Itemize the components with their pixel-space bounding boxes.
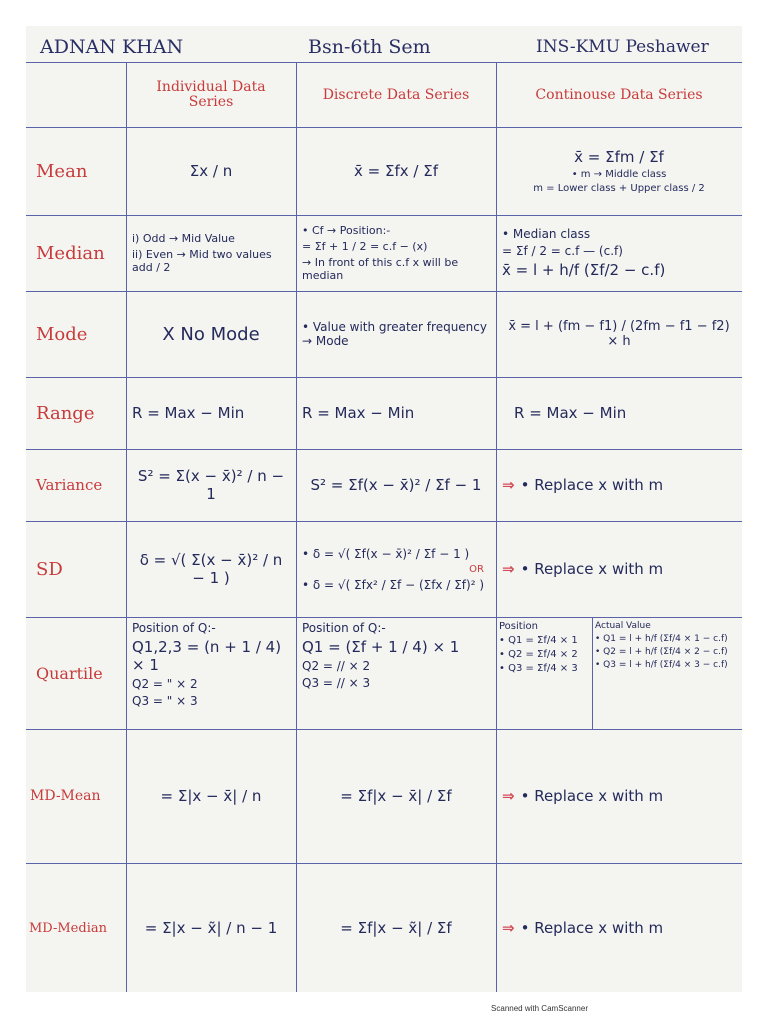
formula-cell: [296, 521, 496, 617]
row-label-mode: Mode: [36, 323, 88, 345]
formula-line: x̄ = Σfm / Σf: [574, 148, 664, 166]
formula-cell: [296, 215, 496, 291]
row-label-md-median: MD-Median: [29, 920, 107, 936]
notes-sheet: [26, 26, 742, 992]
formula-cell: [496, 449, 742, 521]
table-row-md-median: [26, 863, 742, 992]
formula-line: • Replace x with m: [520, 476, 664, 494]
formula-line: x̄ = l + h/f (Σf/2 − c.f): [502, 261, 666, 279]
table-row-quartile: [26, 617, 742, 730]
formula-line: • Median class: [502, 227, 591, 241]
formula-line: • Replace x with m: [520, 787, 664, 805]
formula-cell: • Value with greater frequency → Mode: [302, 320, 487, 348]
formula-cell: X No Mode: [162, 323, 260, 345]
formula-line: Q2 = // × 2: [302, 659, 371, 673]
formula-line: Q1 = (Σf + 1 / 4) × 1: [302, 638, 460, 656]
formula-cell: [496, 863, 742, 992]
table-header-row: [26, 63, 742, 128]
table-row-md-mean: [26, 729, 742, 864]
formula-line: Q3 = " × 3: [132, 694, 198, 708]
formula-line: • Q1 = l + h/f (Σf/4 × 1 − c.f): [595, 634, 728, 644]
formula-line: • δ = √( Σfx² / Σf − (Σfx / Σf)² ): [302, 577, 484, 592]
row-label-median: Median: [36, 242, 105, 264]
table-row-variance: [26, 449, 742, 522]
formula-line: Position: [499, 621, 538, 632]
formula-cell: [296, 617, 496, 729]
formula-cell: R = Max − Min: [132, 404, 245, 422]
formula-cell: S² = Σf(x − x̄)² / Σf − 1: [310, 476, 482, 494]
formula-cell: = Σ|x − x̃| / n − 1: [144, 919, 278, 937]
formula-line: Q2 = " × 2: [132, 677, 198, 691]
formula-table: [26, 62, 742, 992]
formula-cell: [496, 215, 742, 291]
formula-line: Q3 = // × 3: [302, 676, 371, 690]
formula-cell: [126, 215, 296, 291]
formula-cell: = Σ|x − x̄| / n: [160, 787, 262, 805]
row-label-sd: SD: [36, 558, 63, 580]
column-header-continuous: Continouse Data Series: [535, 86, 703, 103]
or-label: OR: [469, 563, 484, 575]
formula-line: Position of Q:-: [302, 621, 386, 635]
formula-cell: = Σf|x − x̃| / Σf: [340, 919, 452, 937]
row-label-mean: Mean: [36, 160, 88, 182]
formula-cell: S² = Σ(x − x̄)² / n − 1: [137, 467, 285, 503]
formula-cell: [126, 617, 296, 729]
formula-line: • Q2 = Σf/4 × 2: [499, 649, 578, 660]
column-header-discrete: Discrete Data Series: [322, 86, 470, 103]
formula-line: Position of Q:-: [132, 621, 216, 635]
formula-line: • Cf → Position:-: [302, 224, 391, 237]
table-row-mode: [26, 291, 742, 378]
author-name: ADNAN KHAN: [40, 36, 184, 58]
scanner-watermark: Scanned with CamScanner: [491, 1004, 588, 1013]
formula-cell: [496, 617, 592, 729]
formula-line: • Q3 = Σf/4 × 3: [499, 663, 578, 674]
institute-label: INS-KMU Peshawer: [536, 37, 709, 57]
program-label: Bsn-6th Sem: [308, 36, 431, 58]
formula-cell: = Σf|x − x̄| / Σf: [340, 787, 452, 805]
formula-line: m = Lower class + Upper class / 2: [533, 183, 705, 194]
formula-cell: Σx / n: [189, 162, 233, 180]
formula-line: = Σf / 2 = c.f — (c.f): [502, 244, 623, 258]
formula-line: • Q1 = Σf/4 × 1: [499, 635, 578, 646]
formula-line: • Replace x with m: [520, 919, 664, 937]
formula-cell: δ = √( Σ(x − x̄)² / n − 1 ): [139, 551, 283, 587]
row-label-md-mean: MD-Mean: [30, 788, 101, 804]
formula-line: Actual Value: [595, 621, 651, 631]
formula-cell: [592, 617, 742, 729]
row-label-range: Range: [36, 402, 95, 424]
table-row-range: [26, 377, 742, 450]
formula-cell: x̄ = Σfx / Σf: [354, 162, 438, 180]
arrow-icon: ⇒: [502, 787, 515, 805]
formula-cell: R = Max − Min: [514, 404, 627, 422]
arrow-icon: ⇒: [502, 560, 515, 578]
formula-line: • Q2 = l + h/f (Σf/4 × 2 − c.f): [595, 647, 728, 657]
formula-line: → In front of this c.f x will be median: [302, 256, 459, 282]
table-row-sd: [26, 521, 742, 618]
formula-cell: [496, 521, 742, 617]
formula-line: ii) Even → Mid two values add / 2: [132, 248, 272, 274]
formula-note: • m → Middle class: [571, 169, 667, 180]
formula-cell: [496, 127, 742, 215]
formula-cell: x̄ = l + (fm − f1) / (2fm − f1 − f2) × h: [508, 319, 730, 349]
table-row-median: [26, 215, 742, 292]
formula-cell: R = Max − Min: [302, 404, 415, 422]
arrow-icon: ⇒: [502, 919, 515, 937]
formula-line: Q1,2,3 = (n + 1 / 4) × 1: [132, 638, 282, 674]
row-label-variance: Variance: [36, 476, 103, 494]
formula-cell: [496, 729, 742, 863]
formula-line: i) Odd → Mid Value: [132, 232, 235, 245]
formula-line: • δ = √( Σf(x − x̄)² / Σf − 1 ): [302, 546, 470, 561]
row-label-quartile: Quartile: [36, 663, 103, 683]
table-row-mean: [26, 127, 742, 216]
formula-line: • Q3 = l + h/f (Σf/4 × 3 − c.f): [595, 660, 728, 670]
arrow-icon: ⇒: [502, 476, 515, 494]
column-header-individual: Individual Data Series: [156, 79, 266, 110]
formula-line: = Σf + 1 / 2 = c.f − (x): [302, 240, 428, 253]
formula-line: • Replace x with m: [520, 560, 664, 578]
